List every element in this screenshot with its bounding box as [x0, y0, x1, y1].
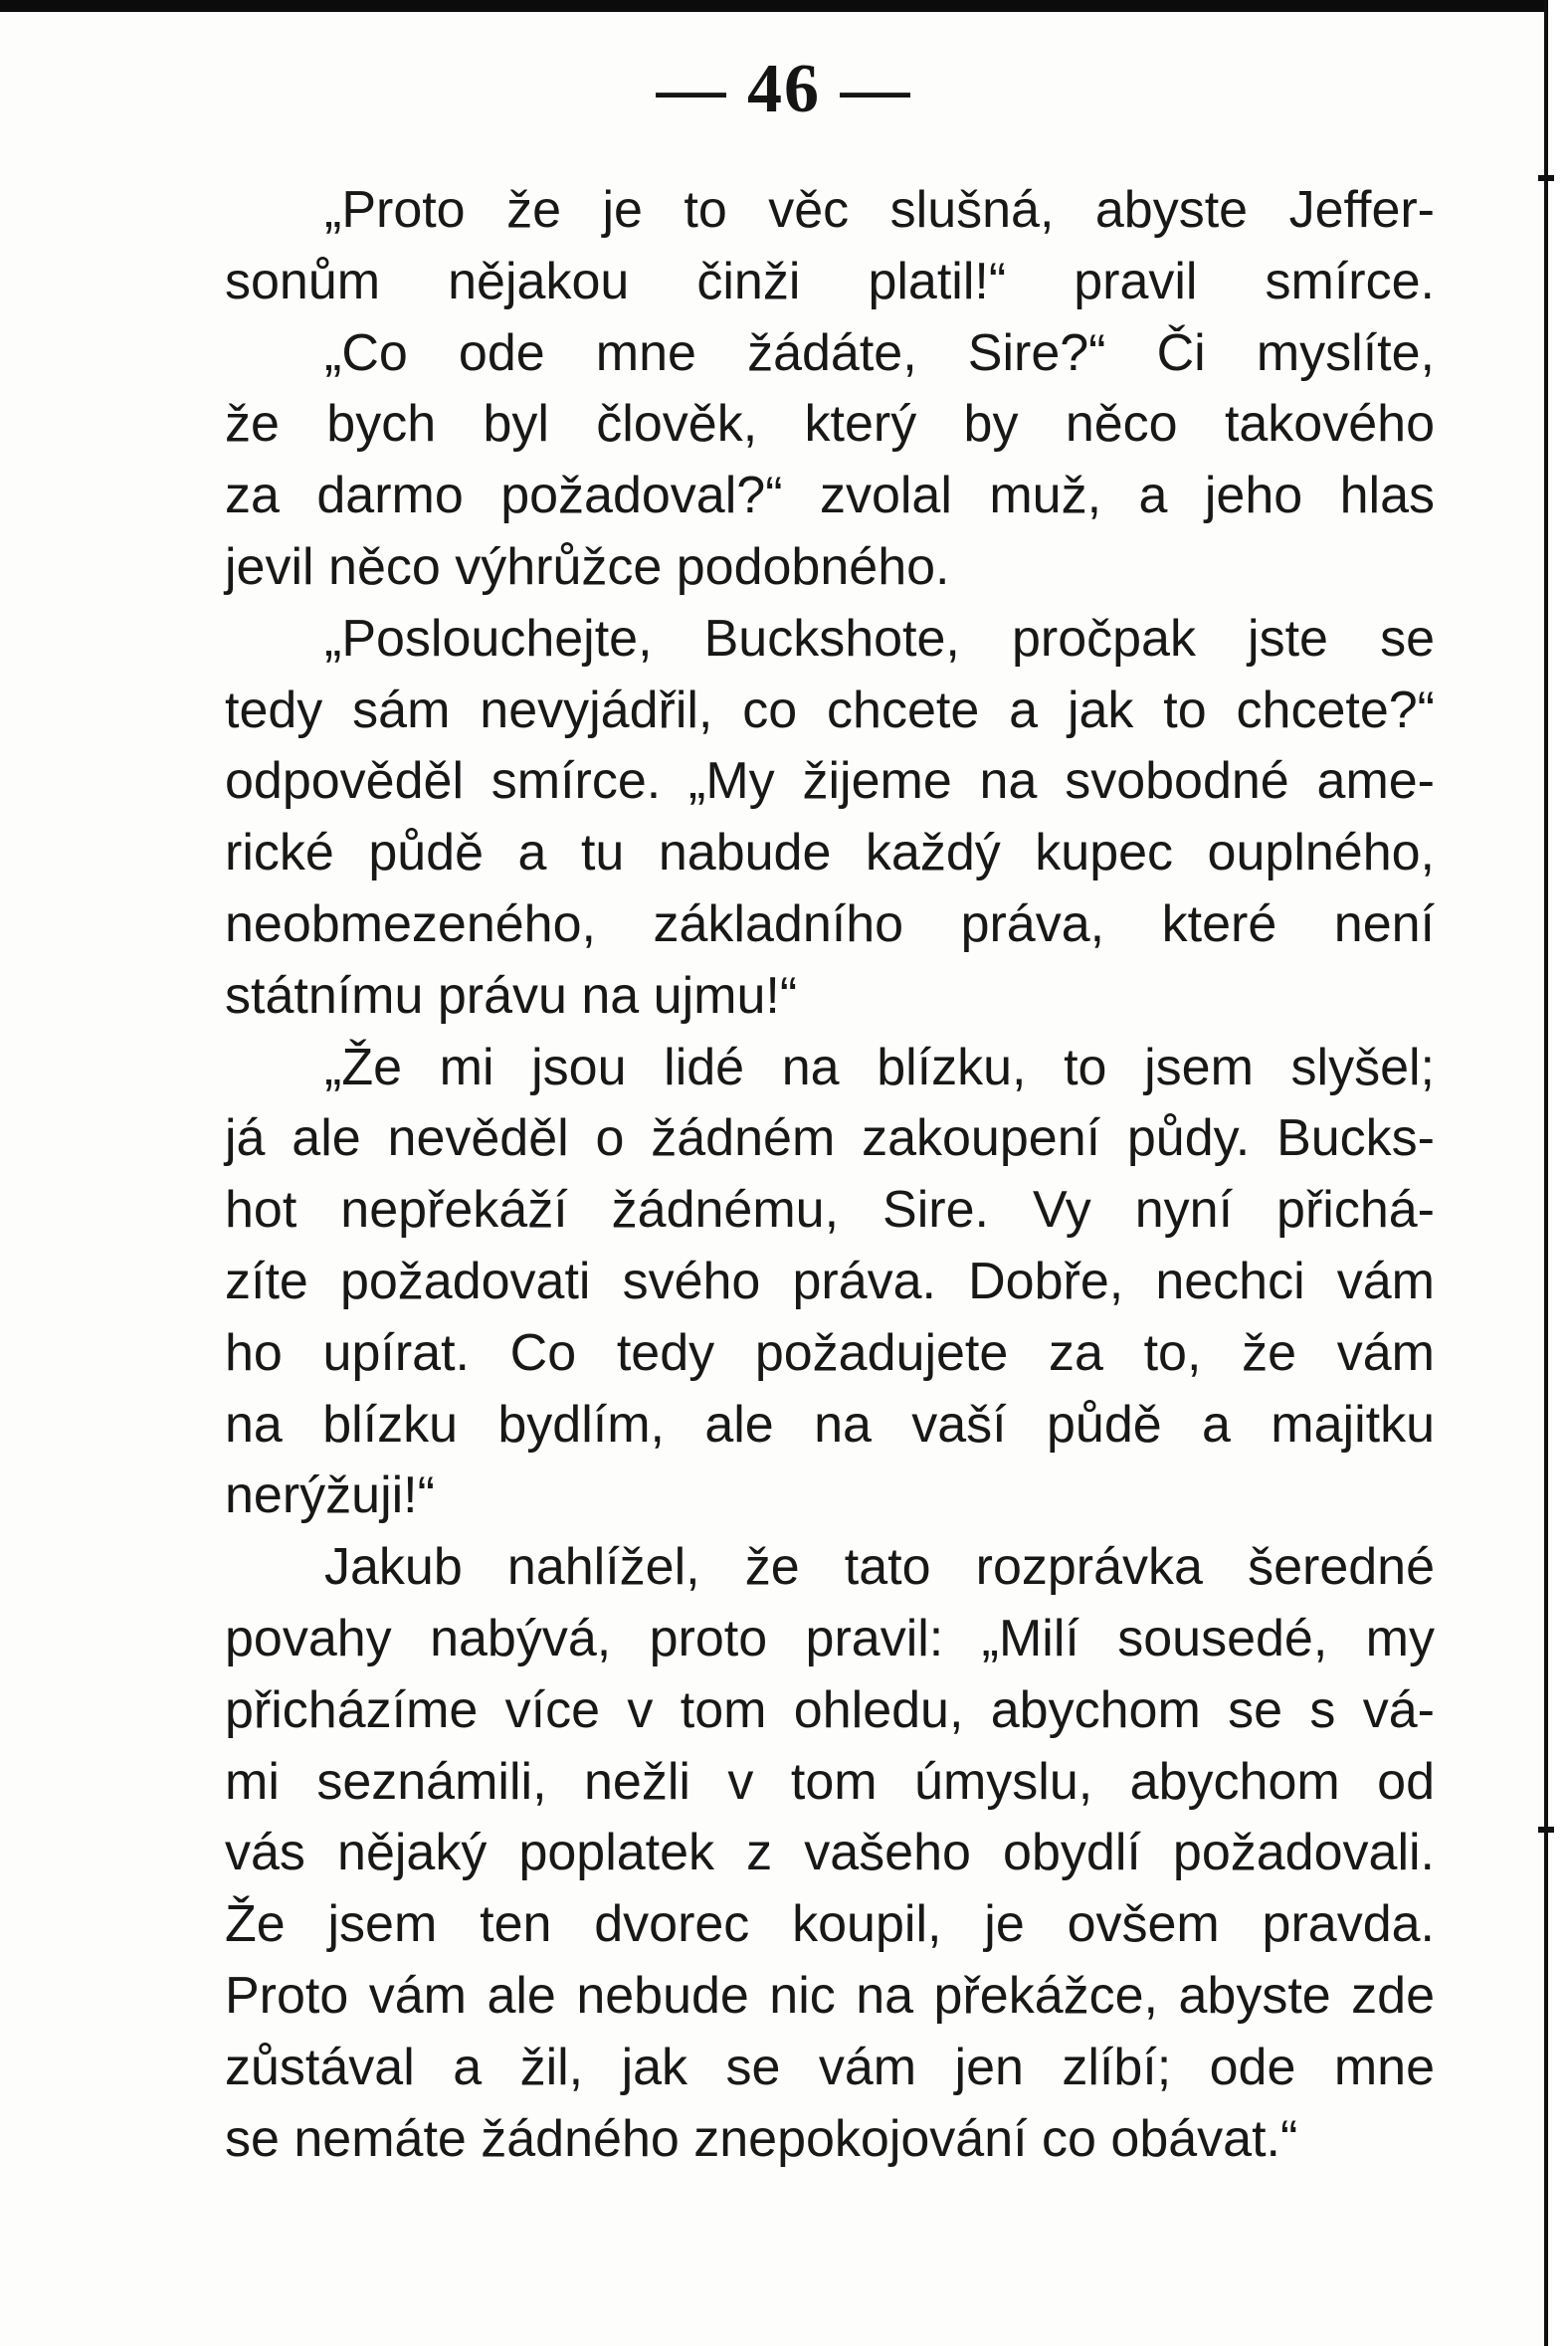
- text-line: sonům nějakou činži platil!“ pravil smírce.: [225, 252, 1435, 310]
- text-line: Proto vám ale nebude nic na překážce, abyste zde: [225, 1966, 1435, 2025]
- page-right-edge: [1544, 0, 1568, 2346]
- text-line: „Poslouchejte, Buckshote, pročpak jste se: [324, 609, 1435, 668]
- text-line: Že jsem ten dvorec koupil, je ovšem pravda.: [225, 1895, 1435, 1954]
- text-line: „Co ode mne žádáte, Sire?“ Či myslíte,: [324, 323, 1435, 382]
- text-line: mi seznámili, nežli v tom úmyslu, abychom od: [225, 1752, 1435, 1811]
- text-line: se nemáte žádného znepokojování co obávat.“: [225, 2109, 1298, 2168]
- body-text: [225, 175, 1435, 2175]
- text-line: „Proto že je to věc slušná, abyste Jeffer-: [324, 181, 1435, 239]
- text-line: na blízku bydlím, ale na vaší půdě a majitku: [225, 1395, 1435, 1454]
- page-number: — 46 —: [656, 51, 912, 127]
- edge-notch: [1538, 1827, 1554, 1833]
- page-top-edge: [0, 0, 1568, 12]
- text-line: nerýžuji!“: [225, 1466, 435, 1525]
- text-line: jevil něco výhrůžce podobného.: [225, 537, 950, 596]
- text-line: zůstával a žil, jak se vám jen zlíbí; ode mne: [225, 2038, 1435, 2096]
- text-line: státnímu právu na ujmu!“: [225, 966, 798, 1025]
- text-line: odpověděl smírce. „My žijeme na svobodné ame-: [225, 752, 1435, 811]
- text-line: hot nepřekáží žádnému, Sire. Vy nyní přichá-: [225, 1181, 1435, 1240]
- text-line: „Že mi jsou lidé na blízku, to jsem slyšel;: [324, 1038, 1435, 1096]
- text-line: Jakub nahlížel, že tato rozprávka šeredné: [324, 1538, 1435, 1597]
- text-line: zíte požadovati svého práva. Dobře, nechci vám: [225, 1252, 1435, 1310]
- text-line: já ale nevěděl o žádném zakoupení půdy. Bucks-: [225, 1109, 1435, 1168]
- text-line: vás nějaký poplatek z vašeho obydlí požadovali.: [225, 1824, 1435, 1882]
- text-line: za darmo požadoval?“ zvolal muž, a jeho hlas: [225, 467, 1435, 525]
- text-line: rické půdě a tu nabude každý kupec ouplného,: [225, 824, 1435, 882]
- text-line: tedy sám nevyjádřil, co chcete a jak to chcete?“: [225, 681, 1435, 739]
- text-line: povahy nabývá, proto pravil: „Milí sousedé, my: [225, 1609, 1435, 1667]
- text-line: přicházíme více v tom ohledu, abychom se s vá-: [225, 1680, 1435, 1739]
- edge-notch: [1538, 175, 1554, 181]
- text-line: neobmezeného, základního práva, které není: [225, 894, 1435, 953]
- text-line: ho upírat. Co tedy požadujete za to, že vám: [225, 1323, 1435, 1382]
- text-line: že bych byl člověk, který by něco takového: [225, 395, 1435, 454]
